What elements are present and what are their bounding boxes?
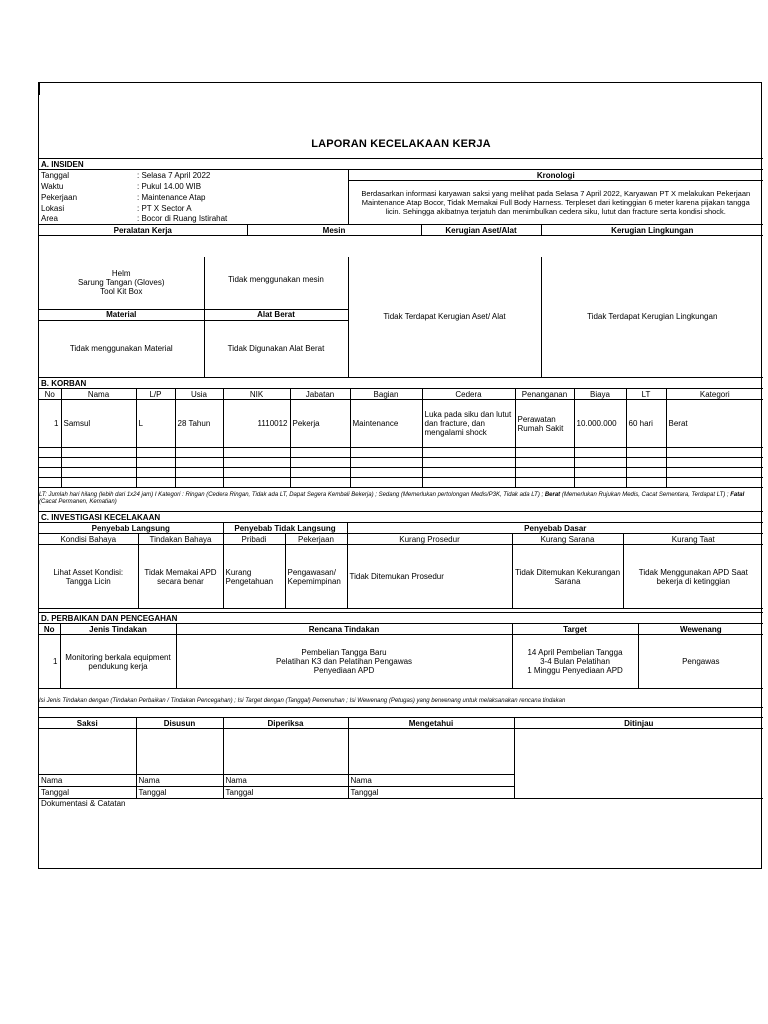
signature-box-ditinjau	[514, 729, 763, 799]
korban-cedera: Luka pada siku dan lutut dan fracture, dan mengalami shock	[422, 400, 515, 448]
saksi-tanggal-label: Tanggal	[39, 787, 136, 799]
kerugian-aset-label: Kerugian Aset/Alat	[421, 225, 541, 236]
korban-header-nama: Nama	[61, 389, 136, 400]
mengetahui-tanggal-label: Tanggal	[348, 787, 514, 799]
report-title: LAPORAN KECELAKAAN KERJA	[311, 138, 491, 150]
insiden-value-lokasi: : PT X Sector A	[137, 203, 192, 213]
insiden-label-area: Area	[39, 214, 135, 225]
insiden-value-waktu: : Pukul 14.00 WIB	[137, 181, 202, 191]
section-d-heading: D. PERBAIKAN DAN PENCEGAHAN	[39, 613, 763, 624]
insiden-value-pekerjaan: : Maintenance Atap	[137, 192, 206, 202]
material-value: Tidak menggunakan Material	[39, 320, 204, 377]
korban-header-kategori: Kategori	[666, 389, 763, 400]
peralatan-value: Helm Sarung Tangan (Gloves) Tool Kit Box	[39, 257, 204, 309]
subheader-pribadi: Pribadi	[223, 534, 285, 545]
korban-note-text-1: LT: Jumlah hari hilang (lebih dari 1x24 jam) I Kategori : Ringan (Cedera Ringan, Tidak ada LT, Dapat Segera Kembali Bekerja) ; Sedang (Memerlukan pertolongan Medis/P3K, Tidak ada LT) ;	[39, 492, 545, 498]
korban-table	[39, 377, 763, 488]
signature-box-diperiksa	[223, 729, 348, 775]
insiden-label-lokasi: Lokasi	[41, 203, 65, 213]
subheader-kondisi-bahaya: Kondisi Bahaya	[39, 534, 138, 545]
alat-berat-value: Tidak Digunakan Alat Berat	[204, 320, 348, 377]
dokumentasi-catatan: Dokumentasi & Catatan	[39, 799, 763, 861]
kondisi-bahaya-value: Lihat Asset Kondisi: Tangga Licin	[39, 545, 138, 609]
korban-note-text-3: (Cacat Permanen, Kematian)	[39, 499, 117, 505]
signature-header-disusun: Disusun	[136, 718, 223, 729]
korban-usia: 28 Tahun	[175, 400, 223, 448]
korban-lp: L	[136, 400, 175, 448]
investigasi-table	[39, 511, 763, 609]
kurang-sarana-value: Tidak Ditemukan Kekurangan Sarana	[512, 545, 623, 609]
disusun-tanggal-label: Tanggal	[136, 787, 223, 799]
signature-header-ditinjau: Ditinjau	[514, 718, 763, 729]
signature-box-disusun	[136, 729, 223, 775]
perbaikan-target: 14 April Pembelian Tangga 3-4 Bulan Pelatihan 1 Minggu Penyediaan APD	[512, 635, 638, 689]
table-row	[39, 448, 763, 458]
perbaikan-header-jenis: Jenis Tindakan	[60, 624, 176, 635]
signature-header-mengetahui: Mengetahui	[348, 718, 514, 729]
insiden-label-tanggal: Tanggal	[41, 170, 70, 180]
kerugian-lingkungan-label: Kerugian Lingkungan	[541, 225, 763, 236]
korban-header-usia: Usia	[175, 389, 223, 400]
penyebab-langsung-label: Penyebab Langsung	[39, 523, 223, 534]
korban-note-text-2: (Memerlukan Rujukan Medis, Cacat Sementara, Terdapat LT) ;	[560, 492, 731, 498]
perbaikan-rencana: Pembelian Tangga Baru Pelatihan K3 dan Pelatihan Pengawas Penyediaan APD	[176, 635, 512, 689]
mesin-label: Mesin	[247, 225, 421, 236]
table-row	[39, 468, 763, 478]
section-signatures	[39, 707, 763, 861]
korban-nama: Samsul	[61, 400, 136, 448]
section-a-heading: A. INSIDEN	[39, 159, 763, 170]
korban-note-fatal: Fatal	[730, 492, 745, 498]
alat-berat-label: Alat Berat	[204, 309, 348, 320]
korban-penanganan: Perawatan Rumah Sakit	[515, 400, 574, 448]
perbaikan-wewenang: Pengawas	[638, 635, 763, 689]
section-perbaikan	[39, 612, 763, 689]
perbaikan-header-rencana: Rencana Tindakan	[176, 624, 512, 635]
perbaikan-header-wewenang: Wewenang	[638, 624, 763, 635]
subheader-kurang-sarana: Kurang Sarana	[512, 534, 623, 545]
perbaikan-jenis: Monitoring berkala equipment pendukung kerja	[60, 635, 176, 689]
korban-note-berat: Berat	[544, 492, 561, 498]
pribadi-value: Kurang Pengetahuan	[223, 545, 285, 609]
subheader-pekerjaan: Pekerjaan	[285, 534, 347, 545]
perbaikan-header-no: No	[39, 624, 60, 635]
korban-header-lt: LT	[626, 389, 666, 400]
kurang-prosedur-value: Tidak Ditemukan Prosedur	[347, 545, 512, 609]
section-investigasi	[39, 511, 763, 609]
material-label: Material	[39, 309, 204, 320]
kronologi-text: Berdasarkan informasi karyawan saksi yang melihat pada Selasa 7 April 2022, Karyawan PT X melakukan Pekerjaan Maintenance Atap Bocor, Tidak Memakai Full Body Harness. Terpleset dari ketinggian 6 meter karena pijakan tangga licin. Sehingga akibatnya terjatuh dan menimbulkan cedera siku, lutut dan fracture serta kondisi shock.	[348, 181, 763, 225]
mengetahui-nama-label: Nama	[348, 775, 514, 787]
signature-header-diperiksa: Diperiksa	[223, 718, 348, 729]
insiden-label-waktu: Waktu	[41, 181, 64, 191]
korban-jabatan: Pekerja	[290, 400, 350, 448]
insiden-value-tanggal: : Selasa 7 April 2022	[137, 170, 211, 180]
insiden-value-area: : Bocor di Ruang Istirahat	[135, 214, 348, 225]
table-row	[39, 458, 763, 468]
subheader-kurang-taat: Kurang Taat	[623, 534, 763, 545]
mesin-value: Tidak menggunakan mesin	[204, 257, 348, 309]
korban-header-bagian: Bagian	[350, 389, 422, 400]
pekerjaan-value: Pengawasan/ Kepemimpinan	[285, 545, 347, 609]
subheader-tindakan-bahaya: Tindakan Bahaya	[138, 534, 223, 545]
kurang-taat-value: Tidak Menggunakan APD Saat bekerja di ketinggian	[623, 545, 763, 609]
perbaikan-no: 1	[39, 635, 60, 689]
sheet-corner-mark	[39, 83, 40, 95]
korban-biaya: 10.000.000	[574, 400, 626, 448]
section-c-heading: C. INVESTIGASI KECELAKAAN	[39, 512, 763, 523]
penyebab-tidak-langsung-label: Penyebab Tidak Langsung	[223, 523, 347, 534]
korban-nik: 1110012	[223, 400, 290, 448]
diperiksa-nama-label: Nama	[223, 775, 348, 787]
penyebab-dasar-label: Penyebab Dasar	[347, 523, 763, 534]
korban-header-nik: NIK	[223, 389, 290, 400]
peralatan-label: Peralatan Kerja	[39, 225, 247, 236]
korban-lt: 60 hari	[626, 400, 666, 448]
signature-box-saksi	[39, 729, 136, 775]
korban-header-no: No	[39, 389, 61, 400]
korban-bagian: Maintenance	[350, 400, 422, 448]
signature-header-saksi: Saksi	[39, 718, 136, 729]
diperiksa-tanggal-label: Tanggal	[223, 787, 348, 799]
table-row	[39, 635, 763, 689]
perbaikan-note: Isi Jenis Tindakan dengan (Tindakan Perbaikan / Tindakan Pencegahan) ; Isi Target dengan (Tanggal) Pemenuhan ; Isi Wewenang (Petugas) yang berwenang untuk melaksanakan rencana tindakan	[39, 698, 566, 704]
section-insiden	[39, 158, 763, 236]
korban-header-cedera: Cedera	[422, 389, 515, 400]
kronologi-label: Kronologi	[348, 170, 763, 181]
korban-header-lp: L/P	[136, 389, 175, 400]
signature-table	[39, 707, 763, 861]
perbaikan-table	[39, 612, 763, 689]
disusun-nama-label: Nama	[136, 775, 223, 787]
saksi-nama-label: Nama	[39, 775, 136, 787]
kerugian-lingkungan-value: Tidak Terdapat Kerugian Lingkungan	[541, 257, 763, 377]
report-sheet	[38, 82, 762, 869]
resource-block	[39, 257, 763, 377]
insiden-table	[39, 158, 763, 236]
korban-note	[39, 492, 763, 506]
perbaikan-header-target: Target	[512, 624, 638, 635]
korban-header-penanganan: Penanganan	[515, 389, 574, 400]
table-row	[39, 478, 763, 488]
insiden-label-pekerjaan: Pekerjaan	[41, 192, 78, 202]
korban-header-biaya: Biaya	[574, 389, 626, 400]
kerugian-aset-value: Tidak Terdapat Kerugian Aset/ Alat	[348, 257, 541, 377]
korban-header-jabatan: Jabatan	[290, 389, 350, 400]
korban-no: 1	[39, 400, 61, 448]
table-row	[39, 400, 763, 448]
korban-kategori: Berat	[666, 400, 763, 448]
subheader-kurang-prosedur: Kurang Prosedur	[347, 534, 512, 545]
section-b-heading: B. KORBAN	[39, 378, 763, 389]
section-korban	[39, 377, 763, 488]
signature-box-mengetahui	[348, 729, 514, 775]
tindakan-bahaya-value: Tidak Memakai APD secara benar	[138, 545, 223, 609]
